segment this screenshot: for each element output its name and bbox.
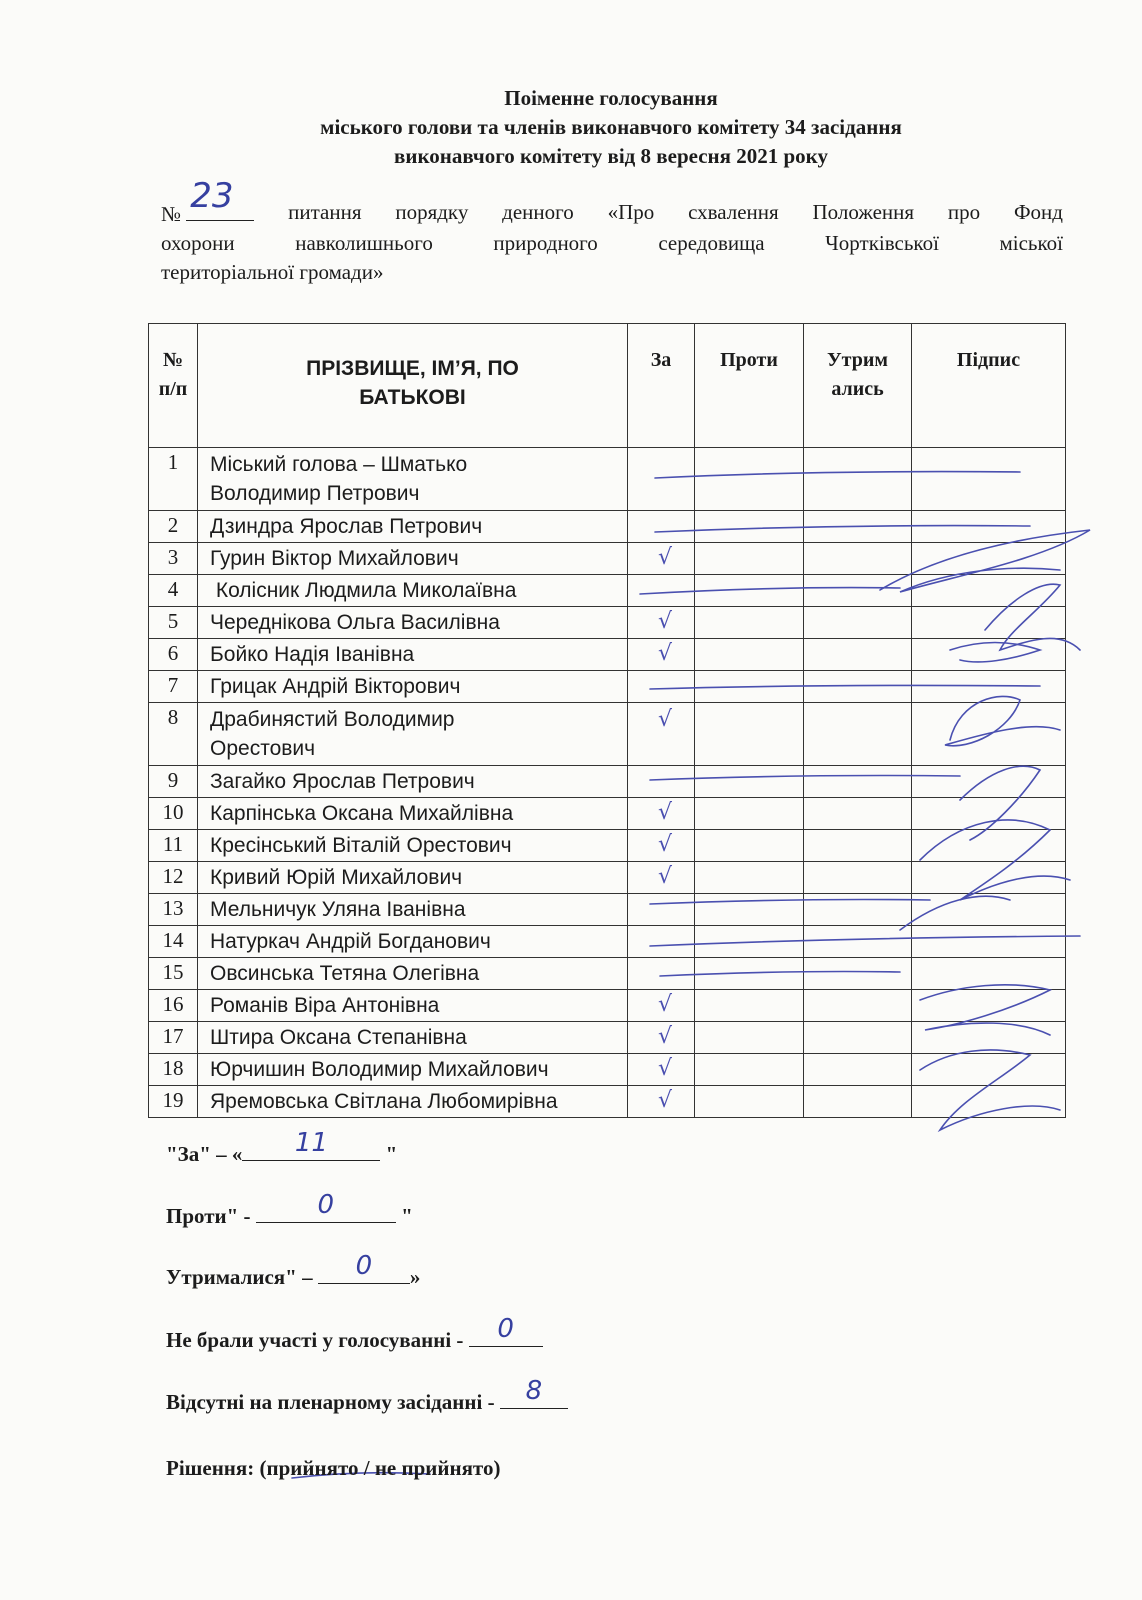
agenda-line-2 [161, 229, 1063, 258]
vote-for-cell [628, 703, 695, 766]
vote-abstained-cell [804, 926, 912, 958]
member-name: Гурин Віктор Михайлович [198, 543, 628, 575]
total-absent: Відсутні на пленарному засіданні - 8 [166, 1388, 568, 1415]
abstained-count-field [318, 1251, 410, 1284]
decision-line: Рішення: (прийнято / не прийнято) [166, 1456, 501, 1480]
signature-cell [912, 703, 1066, 766]
signature-cell [912, 543, 1066, 575]
member-name [198, 703, 628, 766]
vote-abstained-cell [804, 448, 912, 511]
vote-for-cell [628, 990, 695, 1022]
vote-for-cell [628, 448, 695, 511]
agenda-word: Положення [812, 200, 915, 224]
agenda-prefix: № 23 [161, 198, 254, 229]
signature-cell [912, 671, 1066, 703]
vote-against-cell [695, 830, 804, 862]
member-name: Овсинська Тетяна Олегівна [198, 958, 628, 990]
vote-abstained-cell [804, 798, 912, 830]
table-row [149, 894, 1066, 926]
vote-for-cell [628, 798, 695, 830]
vote-for-cell [628, 639, 695, 671]
header-signature: Підпис [912, 324, 1066, 448]
checkmark: √ [658, 864, 673, 889]
table-row [149, 671, 1066, 703]
signature-cell [912, 766, 1066, 798]
vote-for-cell [628, 830, 695, 862]
vote-abstained-cell [804, 543, 912, 575]
member-name: Кривий Юрій Михайлович [198, 862, 628, 894]
vote-abstained-cell [804, 703, 912, 766]
signature-cell [912, 511, 1066, 543]
signature-cell [912, 575, 1066, 607]
signature-cell [912, 990, 1066, 1022]
vote-abstained-cell [804, 575, 912, 607]
vote-abstained-cell [804, 511, 912, 543]
member-name: Романів Віра Антонівна [198, 990, 628, 1022]
agenda-word: Чортківської [825, 231, 939, 255]
agenda-word: денного [502, 200, 574, 224]
agenda-word: схвалення [688, 200, 779, 224]
member-name: Загайко Ярослав Петрович [198, 766, 628, 798]
signature-cell [912, 862, 1066, 894]
vote-for-cell [628, 862, 695, 894]
vote-against-cell [695, 511, 804, 543]
agenda-word: середовища [658, 231, 765, 255]
against-count: 0 [317, 1190, 335, 1220]
agenda-word: міської [999, 231, 1063, 255]
vote-abstained-cell [804, 639, 912, 671]
checkmark: √ [658, 609, 673, 634]
vote-against-cell [695, 798, 804, 830]
signature-cell [912, 958, 1066, 990]
member-name-line: Драбинястий Володимир [210, 708, 455, 731]
agenda-line-1 [161, 176, 1063, 229]
table-row [149, 798, 1066, 830]
table-body [149, 448, 1066, 1118]
agenda-word: «Про [607, 200, 655, 224]
table-row [149, 766, 1066, 798]
member-name: Череднікова Ольга Василівна [198, 607, 628, 639]
row-number: 8 [149, 703, 198, 766]
row-number: 12 [149, 862, 198, 894]
table-row [149, 575, 1066, 607]
total-abstained: Утрималися" – 0 » [166, 1251, 421, 1289]
total-against: Проти" - 0 " [166, 1190, 413, 1228]
member-name-line: Міський голова – Шматько [210, 453, 468, 476]
not-voted-count-field [469, 1314, 543, 1347]
table-header-row [149, 324, 1066, 448]
vote-against-cell [695, 1022, 804, 1054]
agenda-item [161, 176, 1063, 287]
row-number: 3 [149, 543, 198, 575]
table-row [149, 607, 1066, 639]
vote-for-cell [628, 1054, 695, 1086]
vote-for-cell [628, 671, 695, 703]
vote-against-cell [695, 671, 804, 703]
checkmark: √ [658, 992, 673, 1017]
against-count-field [256, 1190, 396, 1223]
vote-against-cell [695, 1054, 804, 1086]
agenda-word: природного [493, 231, 598, 255]
table-row [149, 862, 1066, 894]
vote-abstained-cell [804, 766, 912, 798]
row-number: 2 [149, 511, 198, 543]
member-name: Грицак Андрій Вікторович [198, 671, 628, 703]
checkmark: √ [658, 641, 673, 666]
agenda-word: Фонд [1013, 200, 1063, 224]
checkmark: √ [658, 832, 673, 857]
vote-against-cell [695, 543, 804, 575]
vote-abstained-cell [804, 671, 912, 703]
header-for: За [628, 324, 695, 448]
document-title [0, 84, 1142, 171]
vote-abstained-cell [804, 894, 912, 926]
table-row [149, 990, 1066, 1022]
for-count: 11 [294, 1128, 328, 1158]
vote-against-cell [695, 607, 804, 639]
vote-for-cell [628, 766, 695, 798]
member-name: Кресінський Віталій Орестович [198, 830, 628, 862]
member-name: Дзиндра Ярослав Петрович [198, 511, 628, 543]
row-number: 6 [149, 639, 198, 671]
table-row [149, 958, 1066, 990]
absent-count-field [500, 1376, 568, 1409]
signature-cell [912, 798, 1066, 830]
agenda-line-3: територіальної громади» [161, 260, 384, 284]
agenda-word: про [947, 200, 981, 224]
vote-for-cell [628, 958, 695, 990]
member-name: Яремовська Світлана Любомирівна [198, 1086, 628, 1118]
header-name: ПРІЗВИЩЕ, ІМ’Я, ПО БАТЬКОВІ [198, 324, 628, 448]
vote-for-cell [628, 511, 695, 543]
table-row [149, 543, 1066, 575]
table-row [149, 1086, 1066, 1118]
agenda-word: навколишнього [295, 231, 433, 255]
header-num: № п/п [149, 324, 198, 448]
member-name: Карпінська Оксана Михайлівна [198, 798, 628, 830]
table-row [149, 926, 1066, 958]
vote-abstained-cell [804, 1086, 912, 1118]
member-name-line: Орестович [210, 737, 316, 760]
signature-cell [912, 607, 1066, 639]
vote-abstained-cell [804, 862, 912, 894]
member-name: Мельничук Уляна Іванівна [198, 894, 628, 926]
signature-cell [912, 894, 1066, 926]
abstained-count: 0 [355, 1251, 373, 1281]
vote-abstained-cell [804, 1022, 912, 1054]
checkmark: √ [658, 1088, 673, 1113]
row-number: 14 [149, 926, 198, 958]
table-row [149, 639, 1066, 671]
table-row [149, 703, 1066, 766]
signature-cell [912, 1086, 1066, 1118]
row-number: 17 [149, 1022, 198, 1054]
signature-cell [912, 830, 1066, 862]
item-number: 23 [190, 176, 234, 216]
not-voted-count: 0 [497, 1314, 514, 1344]
vote-against-cell [695, 990, 804, 1022]
title-line-1: Поіменне голосування [504, 86, 718, 110]
signature-cell [912, 639, 1066, 671]
signature-cell [912, 926, 1066, 958]
vote-against-cell [695, 926, 804, 958]
row-number: 13 [149, 894, 198, 926]
member-name: Штира Оксана Степанівна [198, 1022, 628, 1054]
vote-against-cell [695, 862, 804, 894]
agenda-word: охорони [161, 231, 235, 255]
checkmark: √ [658, 800, 673, 825]
vote-for-cell [628, 1022, 695, 1054]
vote-against-cell [695, 639, 804, 671]
vote-for-cell [628, 926, 695, 958]
vote-against-cell [695, 958, 804, 990]
member-name: Натуркач Андрій Богданович [198, 926, 628, 958]
row-number: 15 [149, 958, 198, 990]
vote-for-cell [628, 1086, 695, 1118]
row-number: 1 [149, 448, 198, 511]
row-number: 9 [149, 766, 198, 798]
vote-abstained-cell [804, 830, 912, 862]
agenda-word: питання [288, 200, 362, 224]
table-row [149, 830, 1066, 862]
row-number: 5 [149, 607, 198, 639]
member-name: Юрчишин Володимир Михайлович [198, 1054, 628, 1086]
total-not-voted: Не брали участі у голосуванні - 0 [166, 1326, 543, 1353]
signature-cell [912, 448, 1066, 511]
absent-count: 8 [525, 1376, 543, 1406]
checkmark: √ [658, 545, 673, 570]
vote-abstained-cell [804, 607, 912, 639]
header-against: Проти [695, 324, 804, 448]
vote-abstained-cell [804, 1054, 912, 1086]
table-row [149, 511, 1066, 543]
roll-call-table [148, 323, 1066, 1118]
checkmark: √ [658, 1024, 673, 1049]
vote-against-cell [695, 766, 804, 798]
member-name: Бойко Надія Іванівна [198, 639, 628, 671]
checkmark: √ [658, 1056, 673, 1081]
signature-cell [912, 1054, 1066, 1086]
member-name [198, 448, 628, 511]
total-for: "За" – « 11 " [166, 1128, 398, 1166]
checkmark: √ [658, 707, 673, 732]
table-row [149, 1054, 1066, 1086]
row-number: 7 [149, 671, 198, 703]
vote-against-cell [695, 575, 804, 607]
vote-against-cell [695, 1086, 804, 1118]
vote-against-cell [695, 448, 804, 511]
signature-cell [912, 1022, 1066, 1054]
vote-for-cell [628, 607, 695, 639]
table-row [149, 1022, 1066, 1054]
row-number: 19 [149, 1086, 198, 1118]
header-abstained: Утрим ались [804, 324, 912, 448]
vote-abstained-cell [804, 990, 912, 1022]
member-name: Колісник Людмила Миколаївна [198, 575, 628, 607]
row-number: 4 [149, 575, 198, 607]
row-number: 18 [149, 1054, 198, 1086]
agenda-word: порядку [395, 200, 469, 224]
table-row [149, 448, 1066, 511]
vote-against-cell [695, 703, 804, 766]
row-number: 10 [149, 798, 198, 830]
vote-for-cell [628, 894, 695, 926]
title-line-3: виконавчого комітету від 8 вересня 2021 року [394, 144, 828, 168]
title-line-2: міського голови та членів виконавчого комітету 34 засідання [320, 115, 902, 139]
vote-against-cell [695, 894, 804, 926]
vote-abstained-cell [804, 958, 912, 990]
row-number: 16 [149, 990, 198, 1022]
vote-for-cell [628, 543, 695, 575]
vote-for-cell [628, 575, 695, 607]
row-number: 11 [149, 830, 198, 862]
member-name-line: Володимир Петрович [210, 482, 420, 505]
